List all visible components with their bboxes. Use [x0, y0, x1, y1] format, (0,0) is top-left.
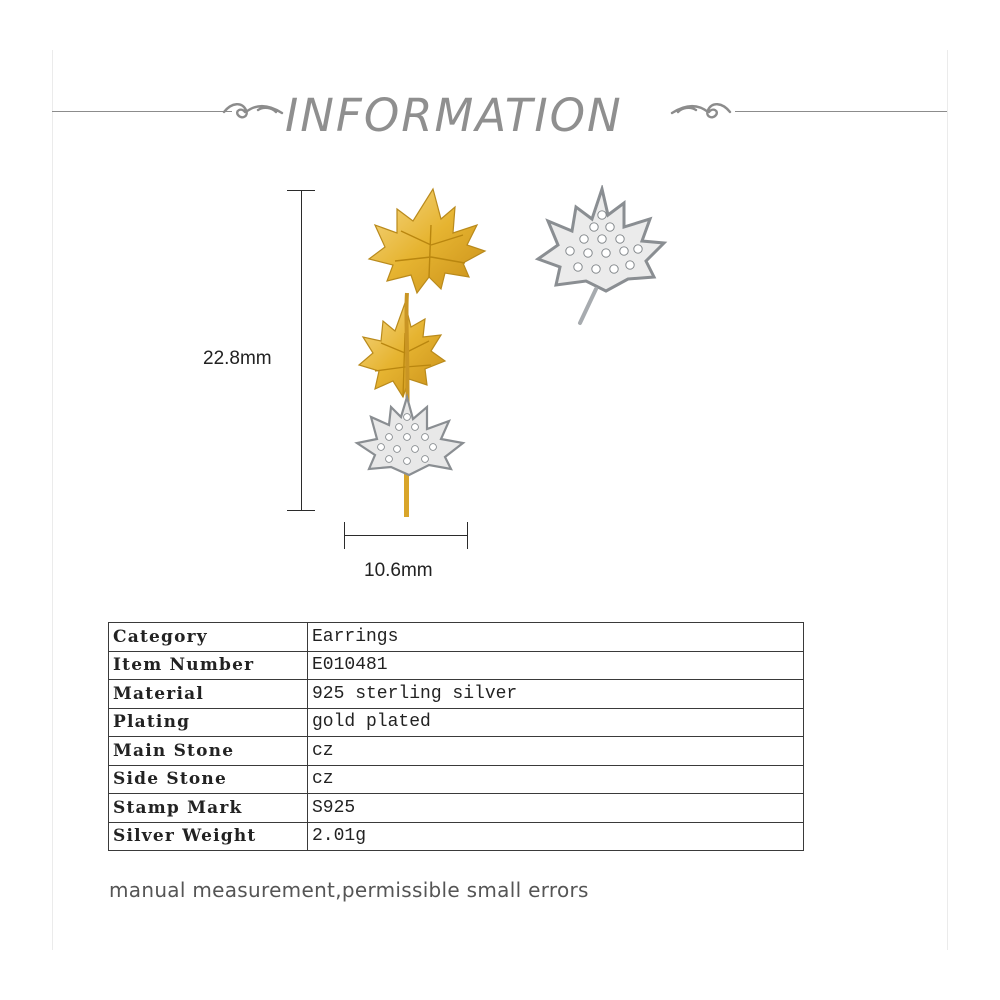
- spec-label: Plating: [109, 708, 308, 737]
- height-label: 22.8mm: [203, 348, 272, 369]
- spec-value: cz: [308, 765, 804, 794]
- height-dim-line: [301, 190, 302, 511]
- spec-value: 2.01g: [308, 822, 804, 851]
- table-row: [109, 623, 804, 652]
- height-dim-bottom-tick: [287, 510, 315, 511]
- width-label: 10.6mm: [364, 560, 433, 581]
- right-flourish-icon: [670, 100, 732, 124]
- page-title: INFORMATION: [285, 89, 623, 142]
- header-rule-right: [735, 111, 947, 112]
- spec-table: [108, 622, 804, 851]
- table-row: [109, 765, 804, 794]
- frame-right-line: [947, 50, 948, 950]
- table-row: [109, 822, 804, 851]
- spec-value: S925: [308, 794, 804, 823]
- spec-label: Stamp Mark: [109, 794, 308, 823]
- spec-label: Main Stone: [109, 737, 308, 766]
- spec-label: Category: [109, 623, 308, 652]
- spec-label: Silver Weight: [109, 822, 308, 851]
- table-row: [109, 680, 804, 709]
- left-flourish-icon: [222, 100, 284, 124]
- table-row: [109, 737, 804, 766]
- spec-label: Side Stone: [109, 765, 308, 794]
- measurement-note: manual measurement,permissible small errors: [109, 878, 589, 902]
- table-row: [109, 708, 804, 737]
- header-rule-left: [52, 111, 232, 112]
- table-row: [109, 794, 804, 823]
- spec-label: Material: [109, 680, 308, 709]
- gold-maple-leaf-earring-image: [345, 185, 495, 525]
- table-row: [109, 651, 804, 680]
- spec-value: Earrings: [308, 623, 804, 652]
- width-dim-line: [344, 535, 468, 536]
- spec-value: E010481: [308, 651, 804, 680]
- spec-value: cz: [308, 737, 804, 766]
- width-dim-right-tick: [467, 522, 468, 549]
- frame-left-line: [52, 50, 53, 950]
- spec-value: gold plated: [308, 708, 804, 737]
- spec-label: Item Number: [109, 651, 308, 680]
- spec-value: 925 sterling silver: [308, 680, 804, 709]
- silver-cz-maple-leaf-stud-image: [530, 185, 670, 335]
